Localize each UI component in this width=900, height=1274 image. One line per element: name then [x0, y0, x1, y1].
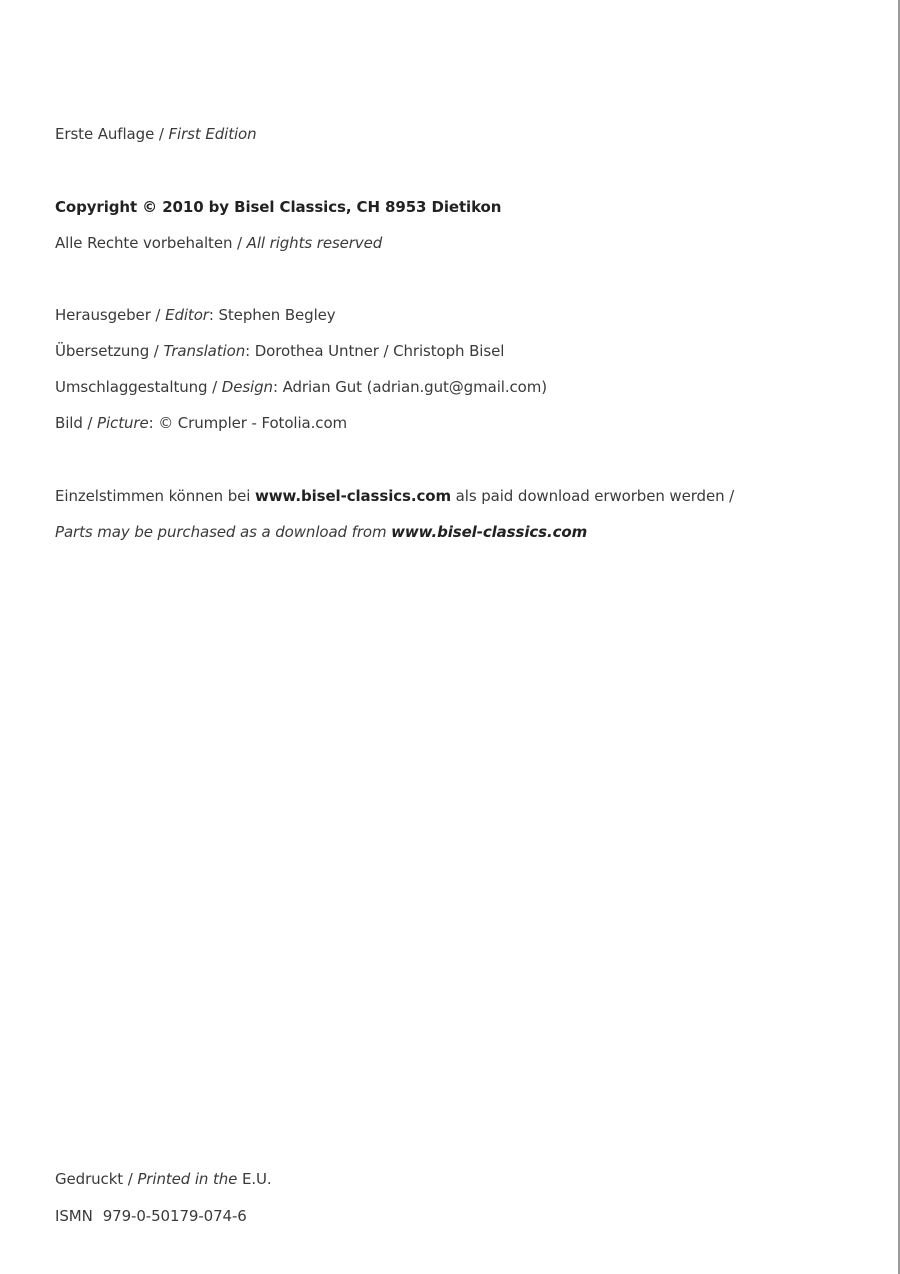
- ismn-line: [55, 1206, 247, 1226]
- design-label-de: Umschlaggestaltung: [55, 378, 208, 396]
- rights-line: [55, 233, 382, 253]
- editor-value: Stephen Begley: [218, 306, 336, 324]
- colon: :: [245, 342, 255, 360]
- edition-line: [55, 124, 257, 144]
- separator: /: [149, 342, 164, 360]
- translation-label-de: Übersetzung: [55, 342, 150, 360]
- download-de-suffix: als paid download erworben werden /: [451, 487, 735, 505]
- copyright-line: Copyright © 2010 by Bisel Classics, CH 8953 Dietikon: [55, 198, 502, 216]
- colon: :: [148, 414, 159, 432]
- picture-label-en: Picture: [97, 414, 149, 432]
- separator: /: [82, 414, 98, 432]
- separator: /: [150, 306, 166, 324]
- download-line-de: [55, 486, 734, 506]
- translation-value: Dorothea Untner / Christoph Bisel: [254, 342, 505, 360]
- edition-en: First Edition: [168, 125, 257, 143]
- editor-label-en: Editor: [165, 306, 209, 324]
- rights-de: Alle Rechte vorbehalten: [55, 234, 233, 252]
- printed-en: Printed in the: [137, 1170, 238, 1188]
- download-en-link[interactable]: www.bisel-classics.com: [391, 523, 588, 541]
- design-line: [55, 377, 547, 397]
- colon: :: [272, 378, 283, 396]
- edition-de: Erste Auflage: [55, 125, 155, 143]
- printed-de: Gedruckt: [55, 1170, 124, 1188]
- editor-line: [55, 305, 336, 325]
- picture-value: © Crumpler - Fotolia.com: [158, 414, 348, 432]
- download-line-en: [55, 522, 587, 542]
- separator: /: [207, 378, 222, 396]
- ismn-value: 979-0-50179-074-6: [102, 1207, 247, 1225]
- design-label-en: Design: [221, 378, 273, 396]
- printed-line: [55, 1169, 272, 1189]
- download-en-prefix: Parts may be purchased as a download from: [55, 523, 392, 541]
- colon: :: [208, 306, 219, 324]
- translation-line: [55, 341, 504, 361]
- separator: /: [123, 1170, 138, 1188]
- rights-en: All rights reserved: [246, 234, 383, 252]
- separator: /: [232, 234, 247, 252]
- separator: /: [154, 125, 169, 143]
- design-value: Adrian Gut (adrian.gut@gmail.com): [282, 378, 547, 396]
- picture-line: [55, 413, 347, 433]
- download-de-prefix: Einzelstimmen können bei: [55, 487, 256, 505]
- editor-label-de: Herausgeber: [55, 306, 151, 324]
- printed-region: E.U.: [237, 1170, 272, 1188]
- picture-label-de: Bild: [55, 414, 83, 432]
- download-de-link[interactable]: www.bisel-classics.com: [255, 487, 452, 505]
- translation-label-en: Translation: [163, 342, 246, 360]
- ismn-label: ISMN: [55, 1207, 93, 1225]
